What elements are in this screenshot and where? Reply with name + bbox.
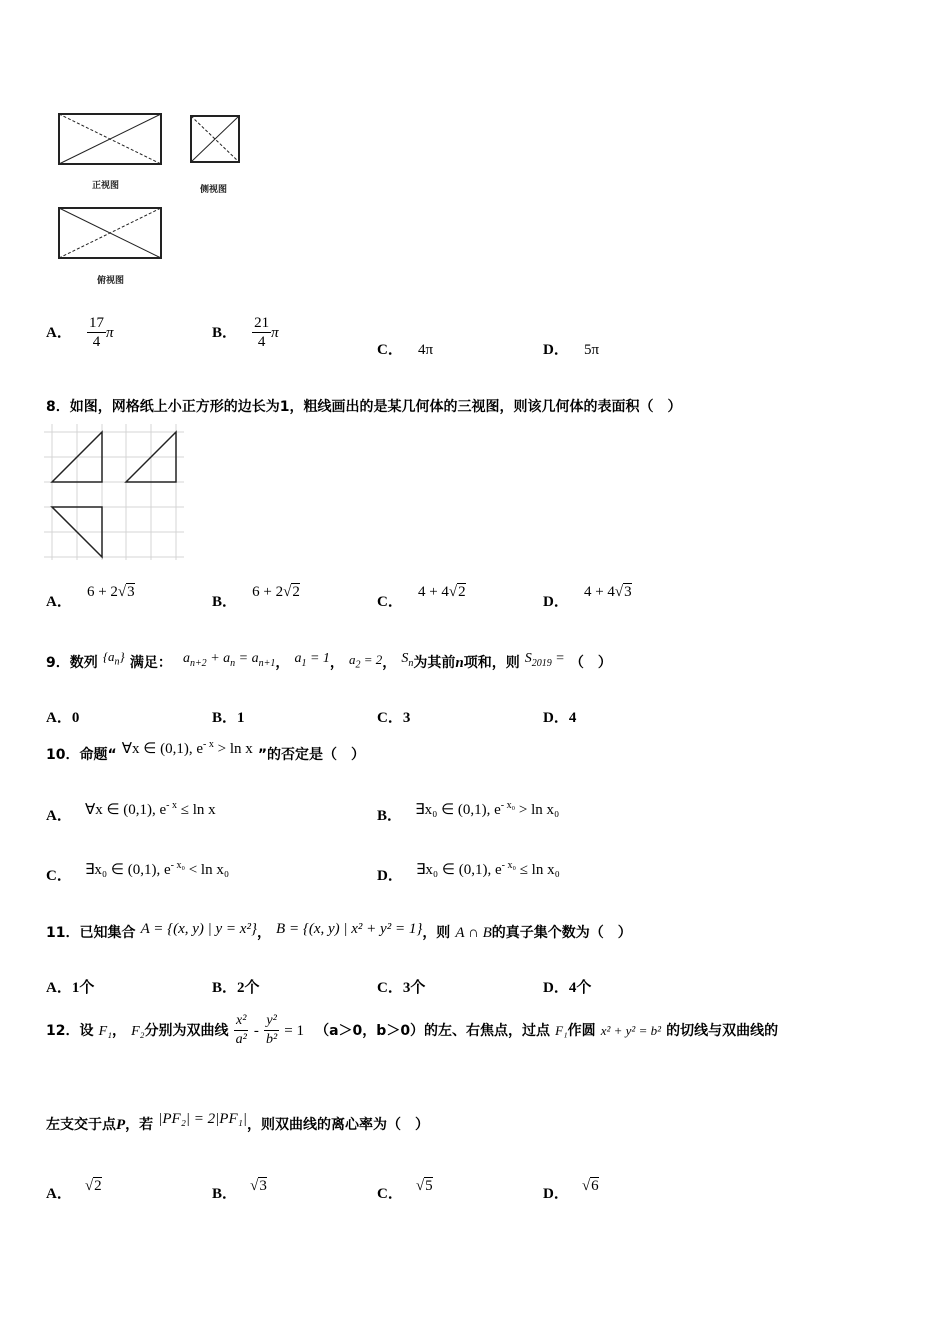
side-view [191,116,239,162]
q12-option-d[interactable]: D． √6 [543,1178,599,1202]
fraction: $\frac{21}{4}$ [254,315,270,350]
q10-option-c[interactable]: C． ∃x₀ ∈ (0,1), $e^{- x_0} < \ln x_0$ [46,860,230,884]
q9-stem: 9．数列 $^{\{a_n\}}$ 满足： $a_{n+2} + a_n = a_{n+1}$， $a_1 = 1$， $a_2 = 2$， $S_n$为其前n项和，则 $S_{2019}$ = （ ） [46,649,612,671]
q11-stem: 11．已知集合 A = {(x, y) | y = x²}， B = {(x, y) | x² + y² = 1}，则 A ∩ B的真子集个数为（ ） [46,921,632,941]
q12-stem-line1: 12．设 F₁， F₂分别为双曲线 $\frac{\text{x²}}{\text{a²}}$ - $\frac{\text{y²}}{\text{b²}}$ = 1 （a＞0，b＞0）的左、右焦点，过点 F₁作圆 x² + y² = b² 的切线与双曲线的 [46,1013,779,1047]
q10-option-a[interactable]: A． ∀x ∈ (0,1), $e^{- x} \le \ln x$ [46,800,216,824]
top-view [59,208,161,258]
q12-option-a[interactable]: A． √2 [46,1178,102,1202]
q11-option-a[interactable]: A．1个 [46,980,95,996]
q12-option-b[interactable]: B． √3 [212,1178,267,1202]
top-view-caption: 俯视图 [97,276,125,286]
q11-option-d[interactable]: D．4个 [543,980,592,996]
q8-option-a[interactable]: A． 6 + 2√3 [46,584,135,610]
q11-option-c[interactable]: C．3个 [377,980,426,996]
q9-option-b[interactable]: B．1 [212,710,245,726]
front-view-caption: 正视图 [92,181,120,191]
q10-stem: 10．命题“ ∀x ∈ (0,1), $e^{- x} > \ln x$ ”的否定是（ ） [46,739,366,763]
q7-option-b[interactable]: B． $\frac{21}{4}$ π [212,315,279,350]
q7-option-a[interactable]: A． $\frac{17}{4}$ π [46,315,114,350]
q8-option-b[interactable]: B． 6 + 2√2 [212,584,300,610]
q9-option-c[interactable]: C．3 [377,710,411,726]
q8-option-d[interactable]: D． 4 + 4√3 [543,584,632,610]
front-view [59,114,161,164]
q12-option-c[interactable]: C． √5 [377,1178,433,1202]
fraction: $\frac{17}{4}$ [88,315,104,350]
q8-stem: 8．如图，网格纸上小正方形的边长为1，粗线画出的是某几何体的三视图，则该几何体的表面积（ ） [46,399,682,415]
q10-option-b[interactable]: B． ∃x₀ ∈ (0,1), $e^{- x_0} > \ln x_0$ [377,800,560,824]
q9-option-d[interactable]: D．4 [543,710,577,726]
side-view-caption: 侧视图 [200,185,228,195]
q8-grid-figure [44,424,184,560]
q7-option-d[interactable]: D． 5π [543,342,600,358]
q9-option-a[interactable]: A．0 [46,710,80,726]
q12-stem-line2: 左支交于点P，若 |PF₂| = 2|PF₁|，则双曲线的离心率为（ ） [46,1111,429,1133]
q7-option-c[interactable]: C． 4π [377,342,434,358]
q11-option-b[interactable]: B．2个 [212,980,260,996]
q8-option-c[interactable]: C． 4 + 4√2 [377,584,466,610]
q10-option-d[interactable]: D． ∃x₀ ∈ (0,1), $e^{- x_0} \le \ln x_0$ [377,860,560,884]
